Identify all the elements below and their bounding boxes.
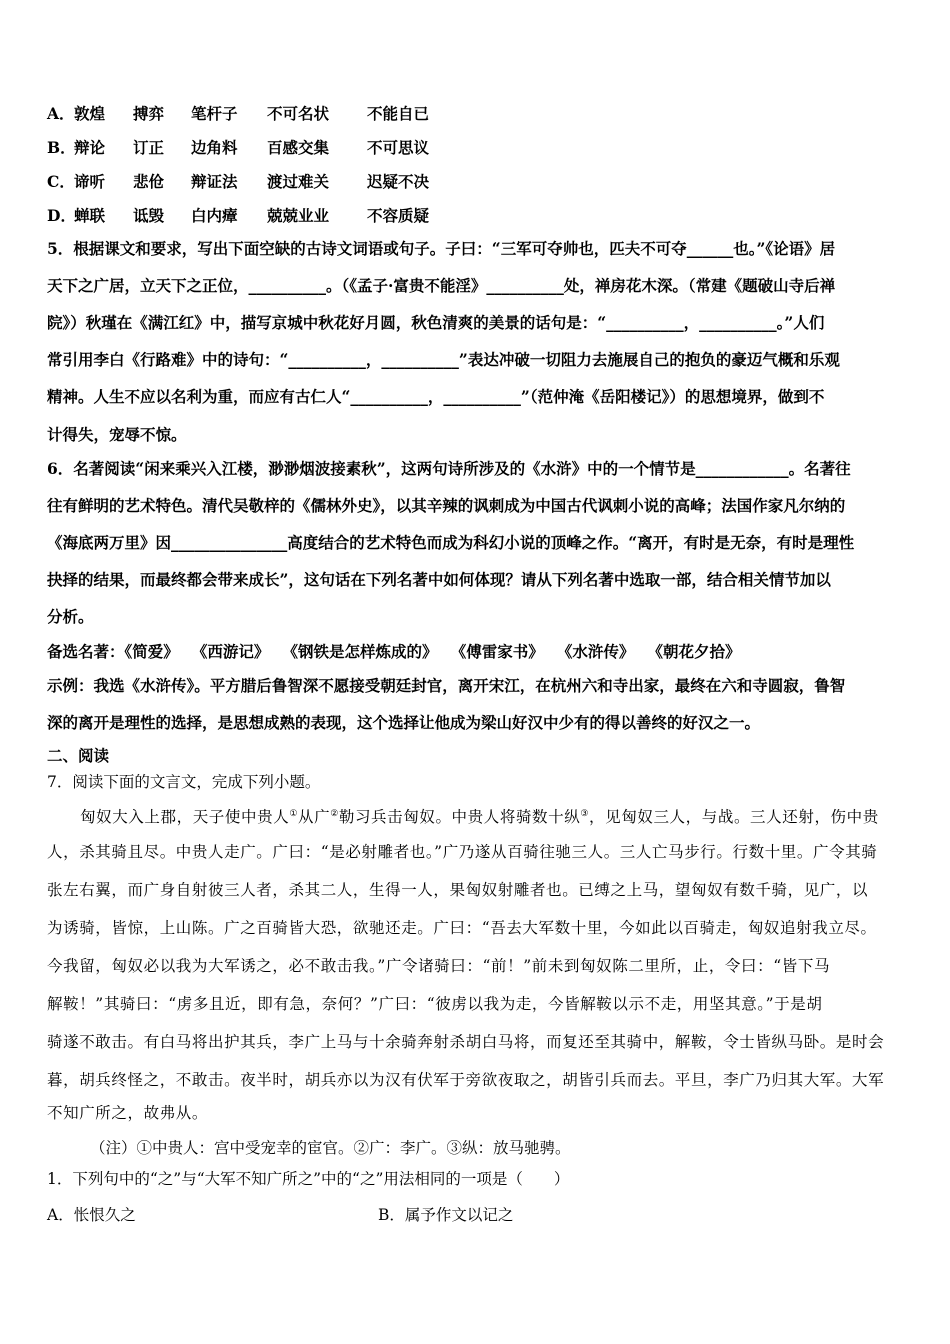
option-word: 订正 <box>133 138 165 157</box>
option-word: 敦煌 <box>74 104 106 123</box>
choice-a[interactable]: A．怅恨久之 <box>47 1206 136 1224</box>
passage-line: 今我留，匈奴必以我为大军诱之，必不敢击我。”广令诸骑曰：“前！”前未到匈奴陈二里所，止，令曰：“皆下马 <box>47 957 831 975</box>
option-word: 百感交集 <box>267 138 330 157</box>
choice-b[interactable]: B．属予作文以记之 <box>378 1206 514 1224</box>
option-word: 辩论 <box>74 138 106 157</box>
option-letter: D． <box>47 206 76 225</box>
option-letter: C． <box>47 172 75 191</box>
q5-line: 院》）秋瑾在《满江红》中，描写京城中秋花好月圆，秋色清爽的美景的话句是：“__________，__________。”人们 <box>47 313 825 332</box>
passage-line: 人，杀其骑且尽。中贵人走广。广曰：“是必射雕者也。”广乃遂从百骑往驰三人。三人亡马步行。行数十里。广令其骑 <box>47 843 878 861</box>
book-list: 备选名著：《简爱》 《西游记》 《钢铁是怎样炼成的》 《傅雷家书》 《水浒传》 《朝花夕拾》 <box>47 642 741 661</box>
passage-line: 解鞍！”其骑曰：“虏多且近，即有急，奈何？”广曰：“彼虏以我为走，今皆解鞍以示不走，用坚其意。”于是胡 <box>47 995 823 1013</box>
passage-line: 张左右翼，而广身自射彼三人者，杀其二人，生得一人，果匈奴射雕者也。已缚之上马，望匈奴有数千骑，见广，以 <box>47 881 869 899</box>
q6-line: 《海底两万里》因_______________高度结合的艺术特色而成为科幻小说的顶峰之作。“离开，有时是无奈，有时是理性 <box>47 533 855 552</box>
option-word: 不容质疑 <box>367 206 430 225</box>
option-word: 辩证法 <box>191 172 238 191</box>
option-word: 蝉联 <box>74 206 106 225</box>
section-heading: 二、阅读 <box>47 746 110 765</box>
q6-line: 分析。 <box>47 607 94 626</box>
passage-line: 暮，胡兵终怪之，不敢击。夜半时，胡兵亦以为汉有伏军于旁欲夜取之，胡皆引兵而去。平旦，李广乃归其大军。大军 <box>47 1071 885 1089</box>
option-word: 不可思议 <box>367 138 430 157</box>
q5-line: 5．根据课文和要求，写出下面空缺的古诗文词语或句子。子曰：“三军可夺帅也，匹夫不可夺______也。”《论语》居 <box>47 239 836 258</box>
option-letter: B． <box>47 138 76 157</box>
option-word: 诋毁 <box>133 206 165 225</box>
option-word: 兢兢业业 <box>267 206 330 225</box>
example-line: 示例：我选《水浒传》。平方腊后鲁智深不愿接受朝廷封官，离开宋江，在杭州六和寺出家，最终在六和寺圆寂，鲁智 <box>47 676 846 695</box>
q7-title: 7．阅读下面的文言文，完成下列小题。 <box>47 773 321 791</box>
option-word: 边角料 <box>191 138 238 157</box>
option-word: 悲伧 <box>133 172 165 191</box>
example-line: 深的离开是理性的选择，是思想成熟的表现，这个选择让他成为梁山好汉中少有的得以善终的好汉之一。 <box>47 713 761 732</box>
q6-line: 6．名著阅读“闲来乘兴入江楼，渺渺烟波接素秋”，这两句诗所涉及的《水浒》中的一个情节是____________。名著往 <box>47 459 851 478</box>
option-word: 不可名状 <box>267 104 330 123</box>
q5-line: 精神。人生不应以名利为重，而应有古仁人“__________，__________”（范仲淹《岳阳楼记》）的思想境界，做到不 <box>47 387 825 406</box>
passage-line: 匈奴大入上郡，天子使中贵人①从广②勒习兵击匈奴。中贵人将骑数十纵③，见匈奴三人，与战。三人还射，伤中贵 <box>80 808 879 827</box>
q5-line: 常引用李白《行路难》中的诗句：“__________，__________”表达冲破一切阻力去施展自己的抱负的豪迈气概和乐观 <box>47 350 840 369</box>
option-letter: A． <box>47 104 75 123</box>
option-word: 谛听 <box>74 172 106 191</box>
option-word: 不能自已 <box>367 104 430 123</box>
q5-line: 天下之广居，立天下之正位，__________。（《孟子·富贵不能淫》__________处，禅房花木深。（常建《题破山寺后禅 <box>47 276 836 295</box>
passage-line: 骑遂不敢击。有白马将出护其兵，李广上马与十余骑奔射杀胡白马将，而复还至其骑中，解鞍，令士皆纵马卧。是时会 <box>47 1033 885 1051</box>
option-word: 迟疑不决 <box>367 172 430 191</box>
sub-question-1: 1．下列句中的“之”与“大军不知广所之”中的“之”用法相同的一项是（ ） <box>47 1170 570 1188</box>
passage-line: 不知广所之，故弗从。 <box>47 1104 209 1122</box>
option-word: 渡过难关 <box>267 172 330 191</box>
option-word: 搏弈 <box>133 104 165 123</box>
option-word: 白内瘴 <box>191 206 238 225</box>
passage-line: 为诱骑，皆惊，上山陈。广之百骑皆大恐，欲驰还走。广曰：“吾去大军数十里，今如此以百骑走，匈奴追射我立尽。 <box>47 919 877 937</box>
option-word: 笔杆子 <box>191 104 238 123</box>
q6-line: 抉择的结果，而最终都会带来成长”，这句话在下列名著中如何体现？请从下列名著中选取一部，结合相关情节加以 <box>47 570 831 589</box>
passage-note: （注）①中贵人：宫中受宠幸的宦官。②广：李广。③纵：放马驰骋。 <box>90 1139 571 1157</box>
q5-line: 计得失，宠辱不惊。 <box>47 425 187 444</box>
q6-line: 往有鲜明的艺术特色。清代吴敬梓的《儒林外史》，以其辛辣的讽刺成为中国古代讽刺小说的高峰；法国作家凡尔纳的 <box>47 496 846 515</box>
